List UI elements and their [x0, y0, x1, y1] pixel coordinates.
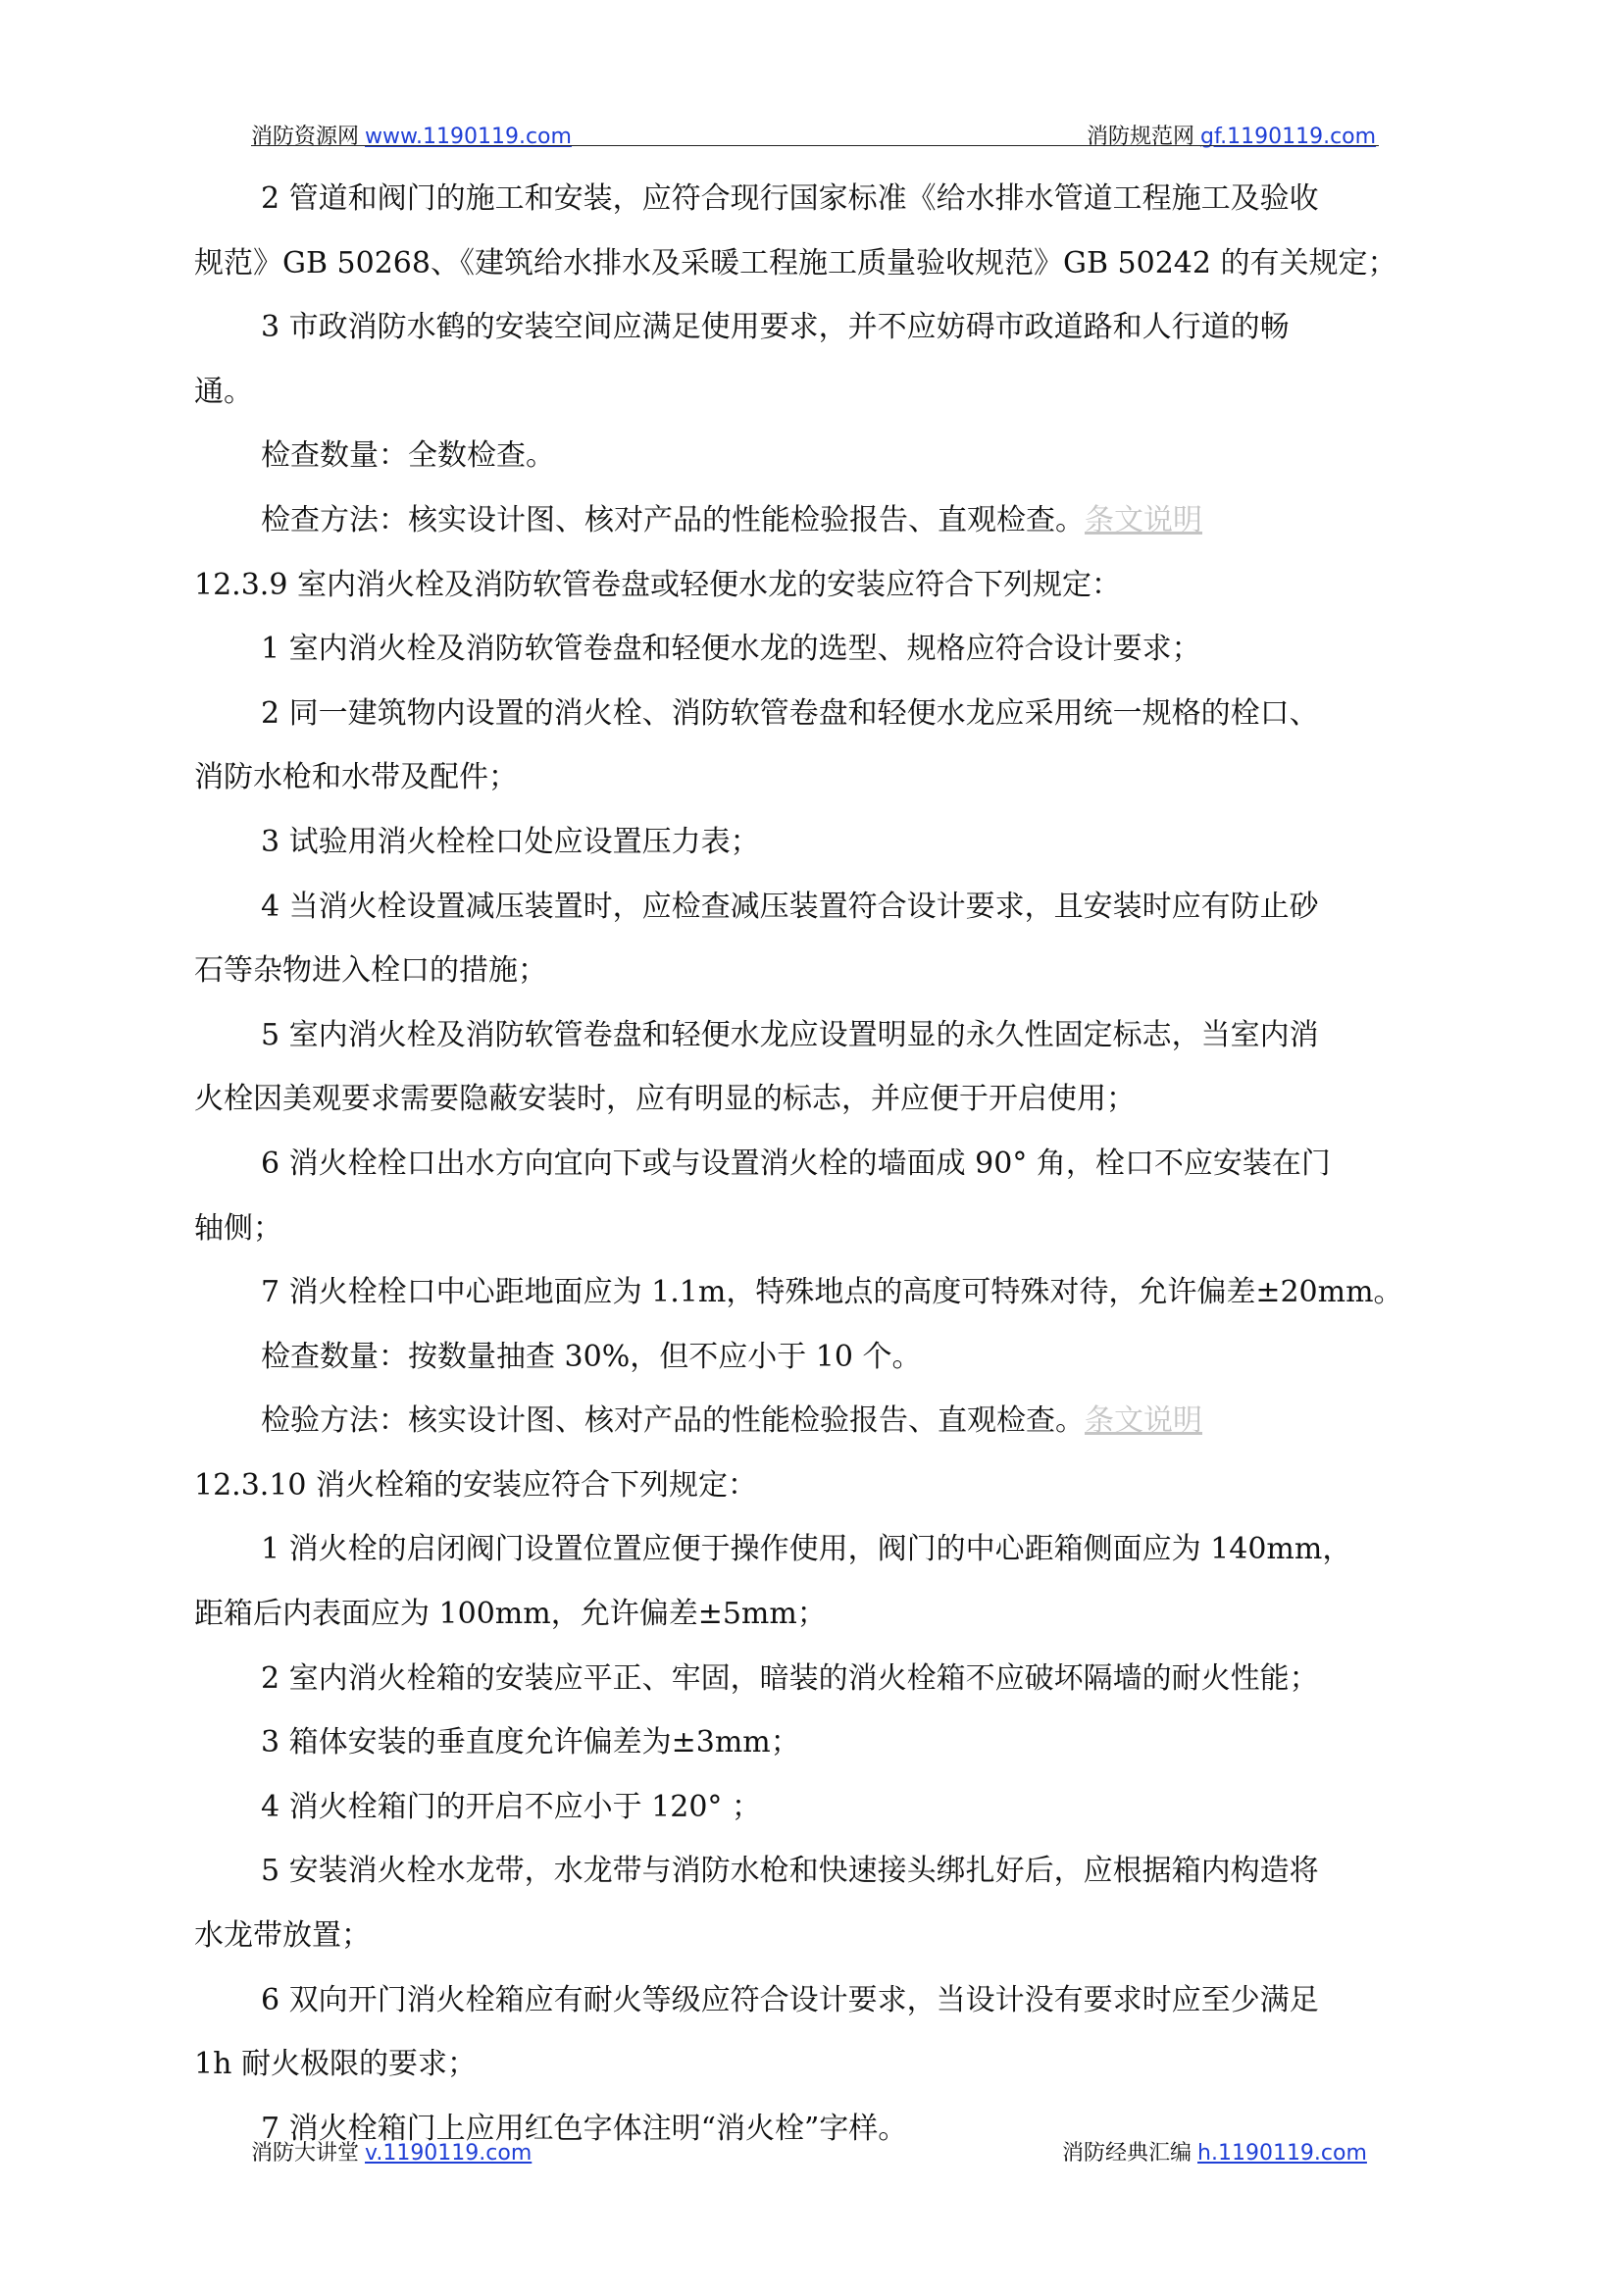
- document-body: [194, 167, 1440, 2161]
- check-quantity: 检查数量：按数量抽查 30%，但不应小于 10 个。: [261, 1339, 922, 1374]
- text-line: 轴侧；: [194, 1210, 282, 1246]
- footer-right-label: 消防经典汇编: [1062, 2141, 1193, 2166]
- header-left-label: 消防资源网: [251, 125, 360, 149]
- text-line: 5 安装消火栓水龙带，水龙带与消防水枪和快速接头绑扎好后，应根据箱内构造将: [261, 1854, 1319, 1889]
- clause-note-link[interactable]: 条文说明: [1085, 1403, 1202, 1439]
- text-line: 石等杂物进入栓口的措施；: [194, 953, 547, 989]
- text-line: 6 消火栓栓口出水方向宜向下或与设置消火栓的墙面成 90° 角，栓口不应安装在门: [261, 1146, 1331, 1181]
- text-line: 3 试验用消火栓栓口处应设置压力表；: [261, 824, 760, 859]
- text-line: 规范》GB 50268、《建筑给水排水及采暖工程施工质量验收规范》GB 50242 的有关规定；: [194, 245, 1397, 280]
- footer-left: [251, 2136, 532, 2167]
- text-line: 消防水枪和水带及配件；: [194, 760, 518, 795]
- text-line: 1h 耐火极限的要求；: [194, 2047, 477, 2082]
- text-line: 7 消火栓栓口中心距地面应为 1.1m，特殊地点的高度可特殊对待，允许偏差±20mm。: [261, 1275, 1403, 1310]
- footer-right: [1062, 2136, 1367, 2167]
- check-quantity: 检查数量：全数检查。: [261, 438, 555, 474]
- text-line: 火栓因美观要求需要隐蔽安装时，应有明显的标志，并应便于开启使用；: [194, 1082, 1136, 1117]
- text-line: 6 双向开门消火栓箱应有耐火等级应符合设计要求，当设计没有要求时应至少满足: [261, 1982, 1319, 2017]
- text-line: 5 室内消火栓及消防软管卷盘和轻便水龙应设置明显的永久性固定标志，当室内消: [261, 1017, 1319, 1052]
- footer-left-label: 消防大讲堂: [251, 2141, 360, 2166]
- footer-right-link[interactable]: h.1190119.com: [1197, 2141, 1367, 2166]
- text-line: 7 消火栓箱门上应用红色字体注明“消火栓”字样。: [261, 2111, 908, 2146]
- text-line: 3 市政消防水鹤的安装空间应满足使用要求，并不应妨碍市政道路和人行道的畅: [261, 310, 1290, 345]
- clause-heading: 12.3.10 消火栓箱的安装应符合下列规定：: [194, 1467, 758, 1503]
- footer-left-link[interactable]: v.1190119.com: [365, 2141, 533, 2166]
- header-left-link[interactable]: www.1190119.com: [365, 125, 572, 149]
- header-right-label: 消防规范网: [1087, 125, 1195, 149]
- clause-heading: 12.3.9 室内消火栓及消防软管卷盘或轻便水龙的安装应符合下列规定：: [194, 567, 1121, 602]
- text-line: 通。: [194, 374, 253, 409]
- text-line: 水龙带放置；: [194, 1918, 371, 1954]
- text-line: 1 消火栓的启闭阀门设置位置应便于操作使用，阀门的中心距箱侧面应为 140mm，: [261, 1532, 1352, 1567]
- text-line: 距箱后内表面应为 100mm，允许偏差±5mm；: [194, 1597, 827, 1632]
- check-method: [194, 1389, 1440, 1453]
- text-line: 2 管道和阀门的施工和安装，应符合现行国家标准《给水排水管道工程施工及验收: [261, 181, 1319, 216]
- clause-note-link[interactable]: 条文说明: [1085, 502, 1202, 537]
- text-line: 2 室内消火栓箱的安装应平正、牢固，暗装的消火栓箱不应破坏隔墙的耐火性能；: [261, 1660, 1319, 1696]
- text-line: 2 同一建筑物内设置的消火栓、消防软管卷盘和轻便水龙应采用统一规格的栓口、: [261, 695, 1319, 731]
- check-method-text: 检查方法：核实设计图、核对产品的性能检验报告、直观检查。: [261, 502, 1085, 537]
- text-line: 1 室内消火栓及消防软管卷盘和轻便水龙的选型、规格应符合设计要求；: [261, 632, 1201, 667]
- text-line: 4 当消火栓设置减压装置时，应检查减压装置符合设计要求，且安装时应有防止砂: [261, 889, 1319, 924]
- header-right-link[interactable]: gf.1190119.com: [1200, 125, 1377, 149]
- text-line: 4 消火栓箱门的开启不应小于 120° ；: [261, 1789, 761, 1824]
- header-rule: [251, 145, 1379, 146]
- text-line: 3 箱体安装的垂直度允许偏差为±3mm；: [261, 1725, 800, 1760]
- check-method: [194, 488, 1440, 553]
- check-method-text: 检验方法：核实设计图、核对产品的性能检验报告、直观检查。: [261, 1403, 1085, 1439]
